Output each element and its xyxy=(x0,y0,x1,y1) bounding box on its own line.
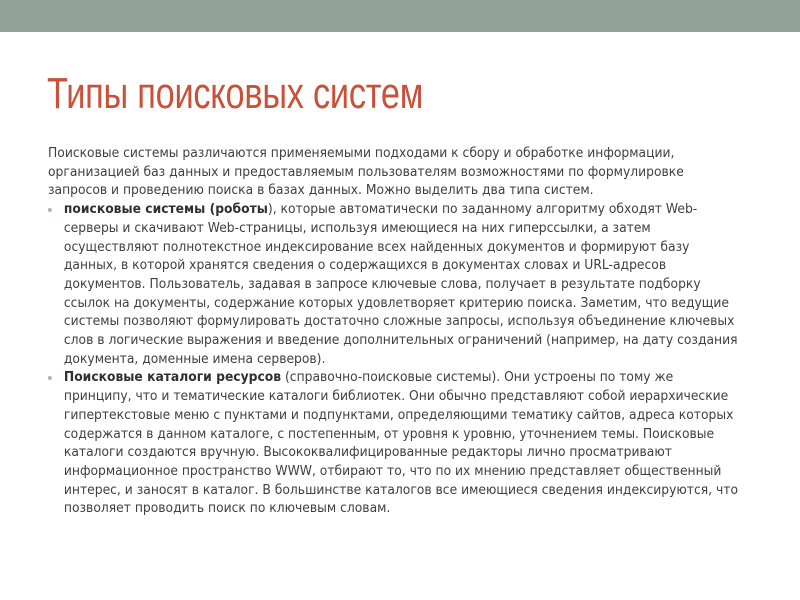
bullet-text: (справочно-поисковые системы). Они устроены по тому же принципу, что и тематические каталоги библиотек. Они обычно представляют собой иерархические гипертекстовые меню с пунктами и подпунктами, определяющими тематику сайтов, адреса которых содержатся в данном каталоге, с постепенным, от уровня к уровню, уточнением темы. Поисковые каталоги создаются вручную. Высококвалифицированные редакторы лично просматривают информационное пространство WWW, отбирают то, что по их мнению представляет общественный интерес, и заносят в каталог. В большинстве каталогов все имеющиеся сведения индексируются, что позволяет проводить поиск по ключевым словам. xyxy=(63,370,739,517)
bullet-list xyxy=(48,201,745,519)
bullet-term: Поисковые каталоги ресурсов xyxy=(63,370,282,386)
intro-paragraph: Поисковые системы различаются применяемыми подходами к сбору и обработке информации, организацией баз данных и предоставляемым пользователям возможностями по формулировке запросов и проведению поиска в базах данных. Можно выделить два типа систем. xyxy=(48,146,684,199)
bullet-item-robots xyxy=(48,201,745,369)
bullet-dot-icon xyxy=(48,208,52,212)
bullet-text: ), которые автоматически по заданному алгоритму обходят Web-серверы и скачивают Web-страницы, используя имеющиеся на них гиперссылки, а затем осуществляют полнотекстное индексирование всех найденных документов и формируют базу данных, в которой хранятся сведения о содержащихся в документах словах и URL-адресов документов. Пользователь, задавая в запросе ключевые слова, получает в результате подборку ссылок на документы, содержание которых удовлетворяет критерию поиска. Заметим, что ведущие системы позволяют формулировать достаточно сложные запросы, используя объединение ключевых слов в логические выражения и введение дополнительных ограничений (например, на дату создания документа, доменные имена серверов). xyxy=(63,202,738,367)
header-bar xyxy=(0,0,800,32)
slide-title: Типы поисковых систем xyxy=(47,69,424,118)
slide-body xyxy=(48,145,748,519)
bullet-item-catalogs xyxy=(48,369,745,519)
bullet-term: поисковые системы (роботы xyxy=(63,202,268,218)
bullet-dot-icon xyxy=(48,376,52,380)
